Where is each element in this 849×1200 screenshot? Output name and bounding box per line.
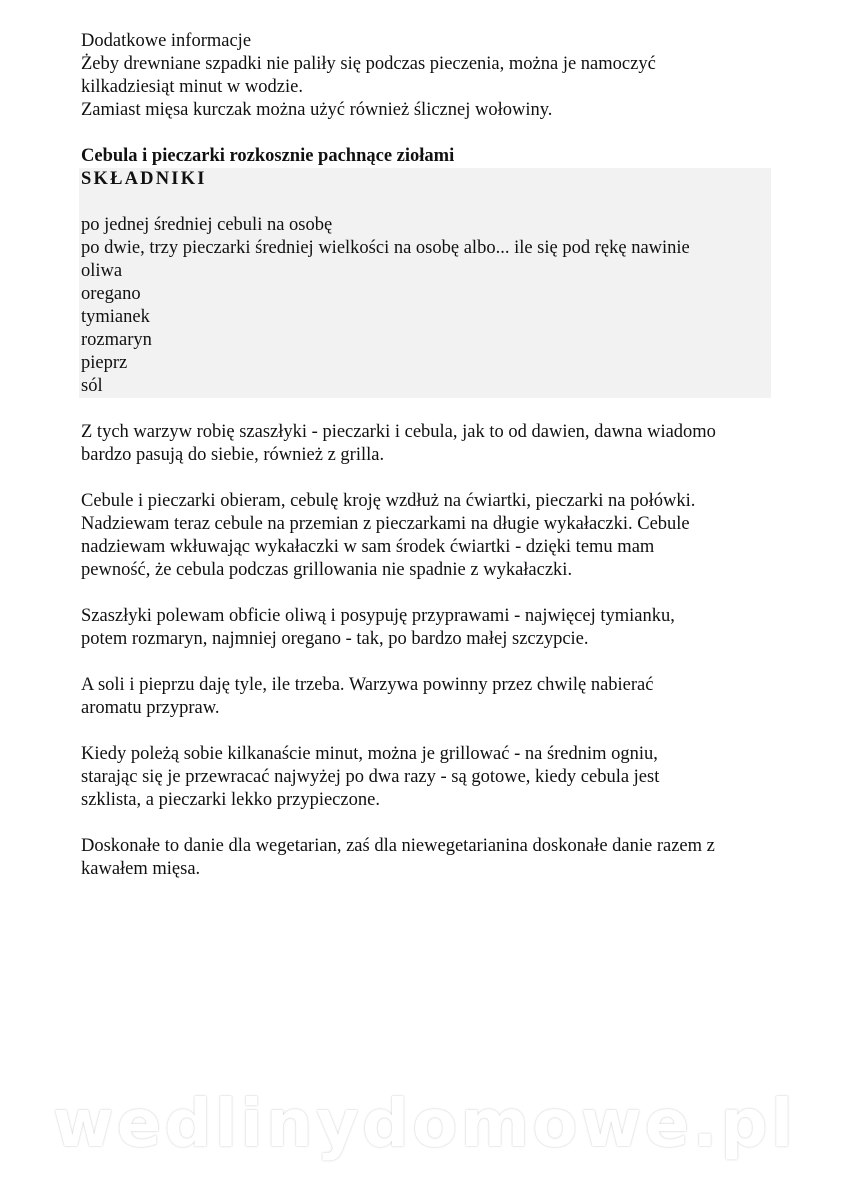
paragraph-line: A soli i pieprzu daję tyle, ile trzeba. Warzywa powinny przez chwilę nabierać (81, 675, 654, 695)
spacer (81, 122, 771, 145)
spacer (81, 720, 771, 743)
paragraph-line: szklista, a pieczarki lekko przypieczone. (81, 790, 380, 810)
ingredient-item: sól (81, 376, 103, 396)
recipe-title: Cebula i pieczarki rozkosznie pachnące ziołami (81, 146, 455, 166)
spacer (81, 582, 771, 605)
paragraph-line: aromatu przypraw. (81, 698, 220, 718)
paragraph (81, 743, 771, 812)
paragraph-line: kawałem mięsa. (81, 859, 201, 879)
paragraph-line: Cebule i pieczarki obieram, cebulę kroję wzdłuż na ćwiartki, pieczarki na połówki. (81, 491, 696, 511)
spacer (81, 812, 771, 835)
ingredient-item: tymianek (81, 307, 150, 327)
additional-info-line: Żeby drewniane szpadki nie paliły się podczas pieczenia, można je namoczyć (81, 54, 656, 74)
additional-info-line: Zamiast mięsa kurczak można użyć również ślicznej wołowiny. (81, 100, 553, 120)
paragraph-line: bardzo pasują do siebie, również z grilla. (81, 445, 385, 465)
paragraph (81, 835, 771, 881)
ingredient-item: rozmaryn (81, 330, 152, 350)
paragraph-line: Nadziewam teraz cebule na przemian z pieczarkami na długie wykałaczki. Cebule (81, 514, 690, 534)
paragraph-line: pewność, że cebula podczas grillowania nie spadnie z wykałaczki. (81, 560, 573, 580)
paragraph (81, 674, 771, 720)
ingredient-item: pieprz (81, 353, 128, 373)
spacer (81, 467, 771, 490)
document-page (81, 30, 771, 881)
ingredient-item: po jednej średniej cebuli na osobę (81, 215, 333, 235)
watermark: wedlinydomowe.pl (52, 1085, 797, 1162)
ingredient-item: po dwie, trzy pieczarki średniej wielkości na osobę albo... ile się pod rękę nawinie (81, 238, 690, 258)
additional-info-line: kilkadziesiąt minut w wodzie. (81, 77, 303, 97)
paragraph-line: Doskonałe to danie dla wegetarian, zaś dla niewegetarianina doskonałe danie razem z (81, 836, 715, 856)
spacer (81, 398, 771, 421)
paragraph (81, 421, 771, 467)
ingredient-item: oliwa (81, 261, 123, 281)
ingredient-item: oregano (81, 284, 141, 304)
paragraph-line: potem rozmaryn, najmniej oregano - tak, po bardzo małej szczypcie. (81, 629, 589, 649)
additional-info-heading: Dodatkowe informacje (81, 31, 252, 51)
paragraph-line: starając się je przewracać najwyżej po dwa razy - są gotowe, kiedy cebula jest (81, 767, 660, 787)
ingredients-box (79, 168, 771, 398)
paragraph (81, 490, 771, 582)
paragraph-line: nadziewam wkłuwając wykałaczki w sam środek ćwiartki - dzięki temu mam (81, 537, 655, 557)
paragraph-line: Z tych warzyw robię szaszłyki - pieczarki i cebula, jak to od dawien, dawna wiadomo (81, 422, 716, 442)
paragraph-line: Szaszłyki polewam obficie oliwą i posypuję przyprawami - najwięcej tymianku, (81, 606, 675, 626)
spacer (81, 191, 771, 214)
paragraph (81, 605, 771, 651)
ingredients-heading: SKŁADNIKI (81, 169, 207, 189)
paragraph-line: Kiedy poleżą sobie kilkanaście minut, można je grillować - na średnim ogniu, (81, 744, 658, 764)
spacer (81, 651, 771, 674)
additional-info-section (81, 30, 771, 122)
